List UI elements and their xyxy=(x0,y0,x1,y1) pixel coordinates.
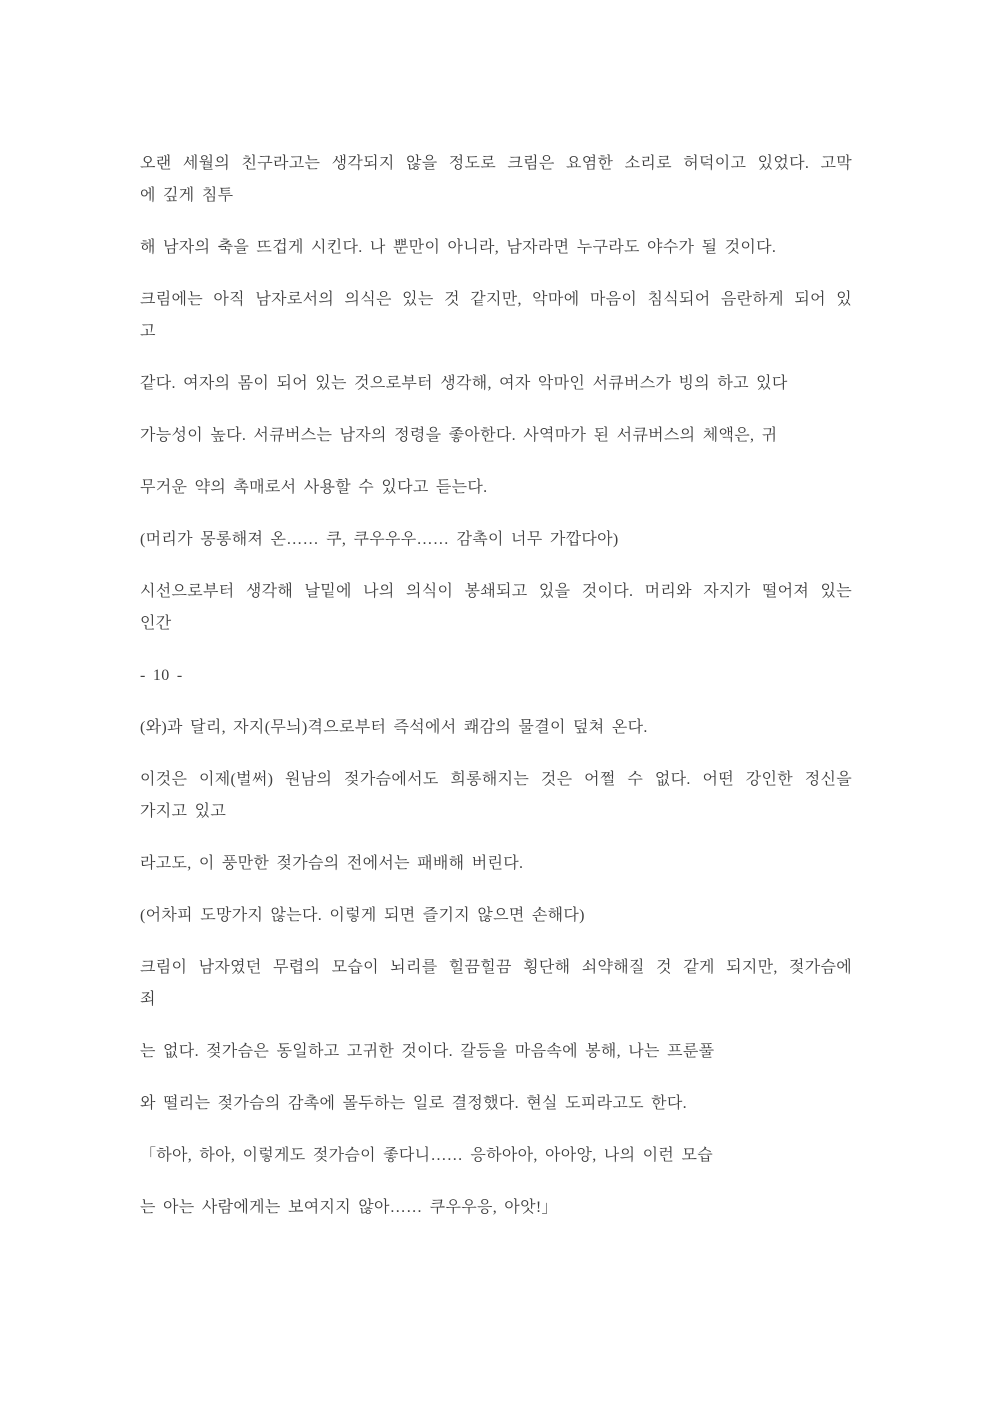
page-number xyxy=(140,660,852,692)
page-number-text: - 10 - xyxy=(140,667,183,684)
paragraph xyxy=(140,148,852,212)
paragraph xyxy=(140,1036,852,1068)
paragraph xyxy=(140,952,852,1016)
text-line: (어차피 도망가지 않는다. 이렇게 되면 즐기지 않으면 손해다) xyxy=(140,907,585,924)
text-line: 오랜 세월의 친구라고는 생각되지 않을 정도로 크림은 요염한 소리로 허덕이고 있었다. 고막 xyxy=(140,155,852,172)
paragraph xyxy=(140,368,852,400)
text-line: 라고도, 이 풍만한 젖가슴의 전에서는 패배해 버린다. xyxy=(140,855,524,872)
text-line: 크림이 남자였던 무렵의 모습이 뇌리를 힐끔힐끔 횡단해 쇠약해질 것 같게 되지만, 젖가슴에 xyxy=(140,959,852,976)
text-line: (와)과 달리, 자지(무늬)격으로부터 즉석에서 쾌감의 물결이 덮쳐 온다. xyxy=(140,719,648,736)
text-line: 인간 xyxy=(140,615,172,632)
paragraph xyxy=(140,284,852,348)
paragraph xyxy=(140,1140,852,1172)
paragraph xyxy=(140,524,852,556)
text-line: 는 없다. 젖가슴은 동일하고 고귀한 것이다. 갈등을 마음속에 봉해, 나는 프룬풀 xyxy=(140,1043,715,1060)
text-line: 이것은 이제(벌써) 원남의 젖가슴에서도 희롱해지는 것은 어쩔 수 없다. 어떤 강인한 정신을 xyxy=(140,771,852,788)
paragraph xyxy=(140,232,852,264)
text-line: 같다. 여자의 몸이 되어 있는 것으로부터 생각해, 여자 악마인 서큐버스가 빙의 하고 있다 xyxy=(140,375,788,392)
paragraph xyxy=(140,848,852,880)
document-body xyxy=(140,148,852,1244)
paragraph xyxy=(140,1088,852,1120)
text-line: 크림에는 아직 남자로서의 의식은 있는 것 같지만, 악마에 마음이 침식되어 음란하게 되어 있 xyxy=(140,291,852,308)
text-line: 시선으로부터 생각해 날밑에 나의 의식이 봉쇄되고 있을 것이다. 머리와 자지가 떨어져 있는 xyxy=(140,583,852,600)
text-line: 「하아, 하아, 이렇게도 젖가슴이 좋다니…… 응하아아, 아아앙, 나의 이런 모습 xyxy=(140,1147,713,1164)
text-line: 에 깊게 침투 xyxy=(140,187,234,204)
paragraph xyxy=(140,1192,852,1224)
text-line: 가능성이 높다. 서큐버스는 남자의 정령을 좋아한다. 사역마가 된 서큐버스의 체액은, 귀 xyxy=(140,427,778,444)
text-line: 고 xyxy=(140,323,156,340)
text-line: 는 아는 사람에게는 보여지지 않아…… 쿠우우응, 아앗!」 xyxy=(140,1199,558,1216)
text-line: 무거운 약의 촉매로서 사용할 수 있다고 듣는다. xyxy=(140,479,488,496)
text-line: 와 떨리는 젖가슴의 감촉에 몰두하는 일로 결정했다. 현실 도피라고도 한다. xyxy=(140,1095,687,1112)
paragraph xyxy=(140,420,852,452)
paragraph xyxy=(140,712,852,744)
text-line: 죄 xyxy=(140,991,156,1008)
paragraph xyxy=(140,576,852,640)
paragraph xyxy=(140,472,852,504)
text-line: (머리가 몽롱해져 온…… 쿠, 쿠우우우…… 감촉이 너무 가깝다아) xyxy=(140,531,619,548)
text-line: 가지고 있고 xyxy=(140,803,227,820)
text-line: 해 남자의 축을 뜨겁게 시킨다. 나 뿐만이 아니라, 남자라면 누구라도 야수가 될 것이다. xyxy=(140,239,777,256)
paragraph xyxy=(140,764,852,828)
paragraph xyxy=(140,900,852,932)
